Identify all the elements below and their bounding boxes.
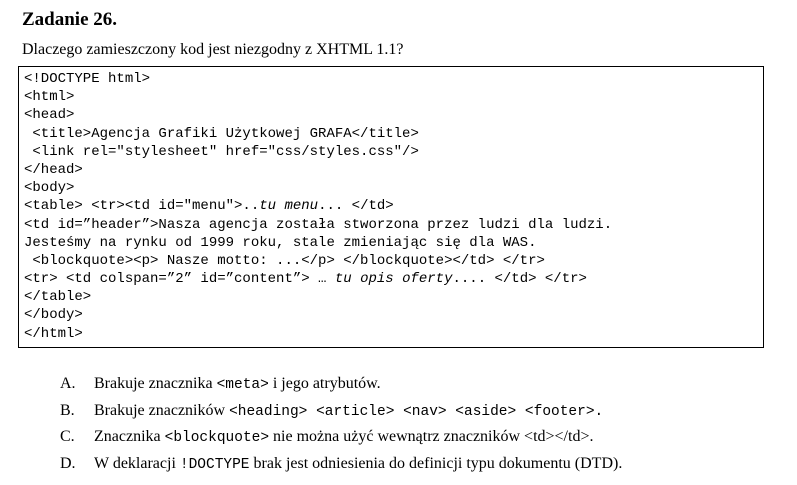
option-letter: B. [60,401,75,419]
code-text: </html> [24,325,83,342]
option-plain-text: brak jest odniesienia do definicji typu dokumentu (DTD). [249,454,623,472]
option-letter: D. [60,454,76,472]
answer-option [60,454,622,481]
code-line [24,234,763,252]
code-line [24,143,763,161]
code-listing [18,66,764,348]
code-text: <head> [24,107,75,124]
code-line [24,88,763,106]
option-plain-text: W deklaracji [94,454,180,472]
answer-options [60,374,622,480]
option-plain-text: nie można użyć wewnątrz znaczników <td></td>. [269,428,594,445]
code-text: <html> [24,89,75,106]
option-plain-text: Znacznika [94,428,165,445]
answer-option [60,374,622,401]
code-text: ... </td> [318,198,394,215]
code-placeholder-text: tu opis oferty [334,271,453,288]
option-code-text: <meta> [216,377,269,393]
code-text: </table> [24,289,92,306]
code-line [24,106,763,124]
code-line [24,161,763,179]
option-code-text: <heading> <article> <nav> <aside> <footer>. [229,403,604,420]
option-plain-text: Brakuje znaczników [94,401,230,419]
code-line [24,70,763,88]
option-text [94,428,593,445]
code-text: <blockquote><p> Nasze motto: ...</p> </blockquote></td> </tr> [24,252,545,269]
answer-option [60,427,622,454]
code-line [24,288,763,306]
code-text: Jesteśmy na rynku od 1999 roku, stale zmieniając się dla WAS. [24,234,537,251]
option-letter: A. [60,375,76,392]
code-line [24,325,763,343]
code-text: <table> <tr><td id="menu">.. [24,198,260,215]
code-line [24,125,763,143]
code-text: </head> [24,161,83,178]
code-text: <body> [24,180,75,197]
code-line [24,216,763,234]
code-text: <title>Agencja Grafiki Użytkowej GRAFA</title> [24,125,419,142]
option-code-text: !DOCTYPE [179,456,250,473]
code-line [24,197,763,215]
code-line [24,270,763,288]
option-letter: C. [60,428,75,445]
code-line [24,179,763,197]
code-placeholder-text: tu menu [259,198,319,215]
option-plain-text: Brakuje znacznika [94,375,217,392]
option-text [94,375,381,392]
code-text: <td id=”header”>Nasza agencja została stworzona przez ludzi dla ludzi. [24,216,613,233]
option-text [94,402,603,419]
task-title: Zadanie 26. [22,9,118,30]
code-text: </body> [24,307,83,324]
code-text: <!DOCTYPE html> [24,71,151,87]
answer-option [60,401,622,428]
option-plain-text: i jego atrybutów. [268,375,381,392]
option-text [94,455,622,472]
code-text: <link rel="stylesheet" href="css/styles.css"/> [24,143,419,160]
code-text: <tr> <td colspan=”2” id=”content”> … [24,271,335,288]
code-text: .... </td> </tr> [452,271,587,288]
task-question: Dlaczego zamieszczony kod jest niezgodny z XHTML 1.1? [22,41,404,58]
code-line [24,306,763,324]
code-line [24,252,763,270]
option-code-text: <blockquote> [164,430,270,446]
